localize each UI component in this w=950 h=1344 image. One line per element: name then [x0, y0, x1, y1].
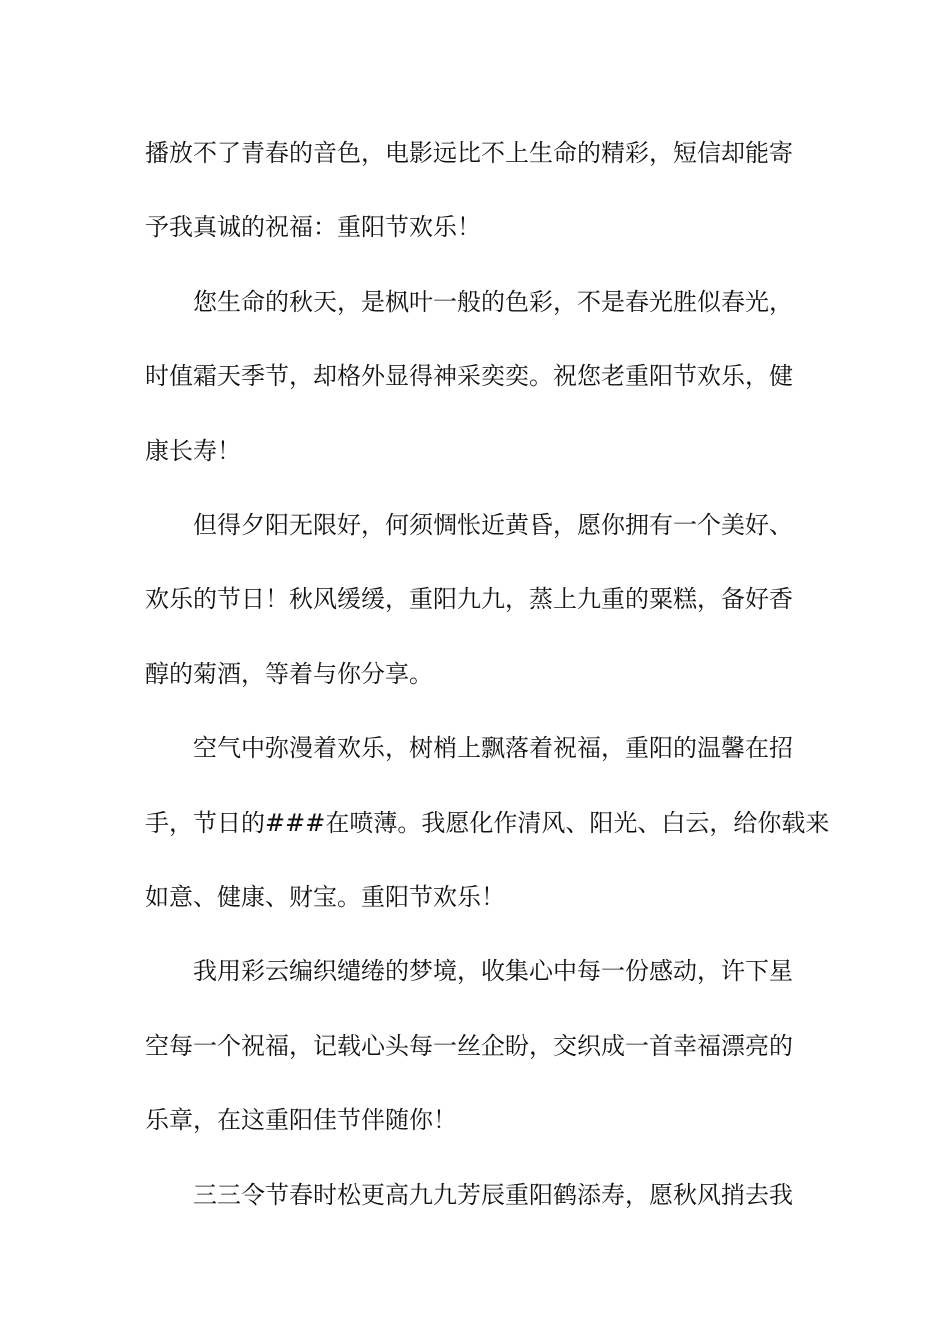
text-line: 醇的菊酒，等着与你分享。: [145, 660, 433, 688]
text-line: 空每一个祝福，记载心头每一丝企盼，交织成一首幸福漂亮的: [145, 1032, 793, 1060]
text-line: 乐章，在这重阳佳节伴随你！: [145, 1106, 457, 1134]
paragraph-first-line: 空气中弥漫着欢乐，树梢上飘落着祝福，重阳的温馨在招: [193, 734, 793, 762]
text-line: 欢乐的节日！秋风缓缓，重阳九九，蒸上九重的粟糕，备好香: [145, 585, 793, 613]
text-line: 手，节日的###在喷薄。我愿化作清风、阳光、白云，给你载来: [145, 809, 830, 837]
paragraph-first-line: 三三令节春时松更高九九芳辰重阳鹤添寿，愿秋风捎去我: [193, 1181, 793, 1209]
text-line: 时值霜天季节，却格外显得神采奕奕。祝您老重阳节欢乐，健: [145, 362, 793, 390]
paragraph-first-line: 但得夕阳无限好，何须惆怅近黄昏，愿你拥有一个美好、: [193, 511, 793, 539]
text-line: 播放不了青春的音色，电影远比不上生命的精彩，短信却能寄: [145, 139, 793, 167]
text-line: 康长寿！: [145, 437, 241, 465]
paragraph-first-line: 您生命的秋天，是枫叶一般的色彩，不是春光胜似春光，: [193, 288, 793, 316]
text-line: 予我真诚的祝福：重阳节欢乐！: [145, 213, 481, 241]
text-line: 如意、健康、财宝。重阳节欢乐！: [145, 883, 505, 911]
paragraph-first-line: 我用彩云编织缱绻的梦境，收集心中每一份感动，许下星: [193, 957, 793, 985]
